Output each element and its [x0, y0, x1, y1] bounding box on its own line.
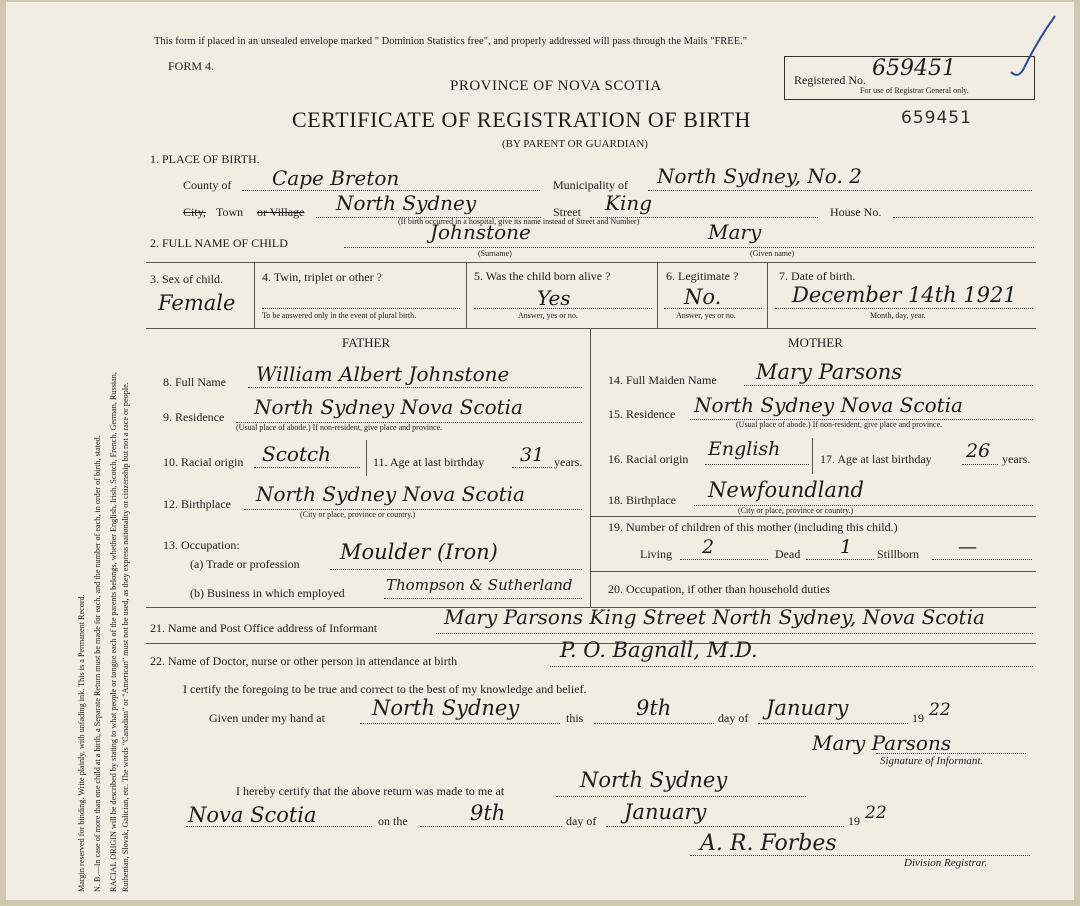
doctor-label: 22. Name of Doctor, nurse or other person in attendance at birth [150, 654, 458, 668]
given-year-prefix: 19 [912, 711, 924, 725]
mother-name-label: 14. Full Maiden Name [608, 373, 717, 387]
town-label: Town [216, 205, 244, 219]
doctor-value: P. O. Bagnall, M.D. [560, 638, 758, 662]
father-age-value: 31 [520, 444, 545, 466]
mother-birthplace-label: 18. Birthplace [608, 493, 676, 507]
on-the-label: on the [378, 814, 408, 828]
province-heading: PROVINCE OF NOVA SCOTIA [450, 78, 662, 94]
mother-residence-label: 15. Residence [608, 407, 676, 421]
side-note-racial-origin-cont: Ruthenian, Slovak, Galician, etc. The words "Canadian" or "American" must not be used, as they express nationality or citizenship but not a race or people. [121, 382, 130, 892]
father-age-label: 11. Age at last birthday [373, 455, 485, 469]
mother-years-label: years. [1002, 452, 1031, 466]
registrar-day-of-label: day of [566, 814, 597, 828]
dead-value: 1 [840, 536, 853, 558]
living-value: 2 [702, 536, 715, 558]
registered-number: 659451 [872, 56, 956, 81]
place-of-birth-label: 1. PLACE OF BIRTH. [150, 152, 260, 166]
twin-note: To be answered only in the event of plural birth. [262, 311, 417, 320]
signature-caption: Signature of Informant. [880, 755, 984, 767]
mother-birthplace-note: (City or place, province or country.) [738, 506, 854, 515]
certify-text: I certify the foregoing to be true and correct to the best of my knowledge and belief. [183, 682, 587, 696]
side-note-multiple-births: N. B.—In case of more than one child at a birth, a Separate Return must be made for each, and the number of each, in order of birth, stated. [93, 435, 102, 892]
child-surname: Johnstone [430, 220, 531, 244]
mother-residence-note: (Usual place of abode.) If non-resident, give place and province. [736, 420, 943, 429]
father-racial-label: 10. Racial origin [163, 455, 244, 469]
business-label: (b) Business in which employed [190, 586, 345, 600]
mother-racial-value: English [708, 438, 781, 460]
registrar-place-line1: North Sydney [580, 768, 728, 792]
mother-residence-value: North Sydney Nova Scotia [694, 393, 963, 417]
given-year-value: 22 [929, 700, 951, 720]
dob-label: 7. Date of birth. [779, 269, 856, 283]
given-under-hand-label: Given under my hand at [209, 711, 325, 725]
registrar-month-value: January [624, 800, 707, 824]
registrar-caption: Division Registrar. [904, 857, 988, 869]
occupation-label: 13. Occupation: [163, 538, 240, 552]
registrar-day-value: 9th [470, 801, 506, 825]
father-birthplace-label: 12. Birthplace [163, 497, 231, 511]
father-birthplace-value: North Sydney Nova Scotia [256, 482, 525, 506]
checkmark-icon [1005, 10, 1059, 80]
certificate-title: CERTIFICATE OF REGISTRATION OF BIRTH [292, 107, 751, 132]
father-name-label: 8. Full Name [163, 375, 226, 389]
alive-value: Yes [537, 286, 571, 310]
father-residence-note: (Usual place of abode.) If non-resident, give place and province. [236, 423, 443, 432]
stillborn-label: Stillborn [877, 547, 920, 561]
twin-label: 4. Twin, triplet or other ? [262, 270, 382, 284]
county-value: Cape Breton [272, 166, 400, 190]
registrar-year-value: 22 [865, 803, 887, 823]
street-value: King [605, 191, 653, 215]
children-label: 19. Number of children of this mother (including this child.) [608, 520, 898, 534]
trade-value: Moulder (Iron) [340, 540, 498, 564]
stillborn-value: — [958, 536, 977, 558]
legitimate-value: No. [684, 285, 722, 309]
mother-age-label: 17. Age at last birthday [820, 452, 932, 466]
living-label: Living [640, 547, 672, 561]
father-residence-value: North Sydney Nova Scotia [254, 395, 523, 419]
father-name-value: William Albert Johnstone [256, 362, 510, 386]
alive-caption: Answer, yes or no. [518, 311, 578, 320]
business-value: Thompson & Sutherland [386, 576, 573, 594]
street-label: Street [553, 205, 581, 219]
county-label: County of [183, 178, 232, 192]
town-value: North Sydney [336, 191, 477, 215]
surname-caption: (Surname) [478, 249, 512, 258]
day-of-label: day of [718, 711, 749, 725]
mail-notice: This form if placed in an unsealed envelope marked " Dominion Statistics free", and properly addressed will pass through the Mails "FREE." [154, 36, 748, 47]
side-note-racial-origin: RACIAL ORIGIN will be described by stating to what people or tongue each of the parents belongs, whether English, Irish, Scotch, French, German, Russian, [109, 372, 118, 892]
registrar-year-prefix: 19 [848, 814, 860, 828]
dob-value: December 14th 1921 [792, 283, 1017, 307]
this-label: this [566, 711, 584, 725]
mother-racial-label: 16. Racial origin [608, 452, 689, 466]
sex-value: Female [158, 291, 236, 315]
hospital-note: (If birth occurred in a hospital, give its name instead of Street and Number) [398, 217, 640, 226]
stamped-number: 659451 [901, 108, 972, 128]
legitimate-caption: Answer, yes or no. [676, 311, 736, 320]
father-years-label: years. [554, 455, 583, 469]
child-given-name: Mary [708, 220, 762, 244]
mother-heading: MOTHER [788, 335, 843, 350]
side-note-margin: Margin reserved for binding. Write plainly, with unfading ink. This is a Permanent Record. [77, 594, 86, 892]
house-label: House No. [830, 205, 882, 219]
sex-label: 3. Sex of child. [150, 272, 223, 286]
form-number: FORM 4. [168, 59, 215, 73]
father-residence-label: 9. Residence [163, 410, 225, 424]
registrar-place-line2: Nova Scotia [188, 803, 317, 827]
village-struck: or Village [257, 205, 305, 219]
dob-caption: Month, day, year. [870, 311, 926, 320]
informant-value: Mary Parsons King Street North Sydney, Nova Scotia [444, 605, 985, 629]
registrar-certify-text: I hereby certify that the above return was made to me at [236, 784, 505, 798]
registrar-use-note: For use of Registrar General only. [860, 86, 969, 95]
child-name-label: 2. FULL NAME OF CHILD [150, 236, 288, 250]
registrar-signature: A. R. Forbes [700, 831, 837, 856]
informant-signature: Mary Parsons [812, 731, 952, 755]
registered-label: Registered No. [794, 73, 866, 87]
given-day-value: 9th [636, 696, 672, 720]
given-place-value: North Sydney [372, 696, 520, 720]
mother-age-value: 26 [966, 440, 991, 462]
mother-birthplace-value: Newfoundland [708, 478, 864, 502]
municipality-value: North Sydney, No. 2 [657, 164, 862, 188]
certificate-subtitle: (BY PARENT OR GUARDIAN) [502, 138, 648, 150]
city-struck: City, [183, 205, 206, 219]
father-heading: FATHER [342, 335, 391, 350]
dead-label: Dead [775, 547, 801, 561]
father-birthplace-note: (City or place, province or country.) [300, 510, 416, 519]
given-month-value: January [766, 696, 849, 720]
mother-occupation-label: 20. Occupation, if other than household duties [608, 582, 830, 596]
alive-label: 5. Was the child born alive ? [474, 269, 611, 283]
given-name-caption: (Given name) [750, 249, 795, 258]
father-racial-value: Scotch [262, 442, 332, 466]
municipality-label: Municipality of [553, 178, 628, 192]
legitimate-label: 6. Legitimate ? [666, 269, 739, 283]
informant-label: 21. Name and Post Office address of Informant [150, 621, 378, 635]
trade-label: (a) Trade or profession [190, 557, 300, 571]
mother-name-value: Mary Parsons [756, 360, 903, 384]
